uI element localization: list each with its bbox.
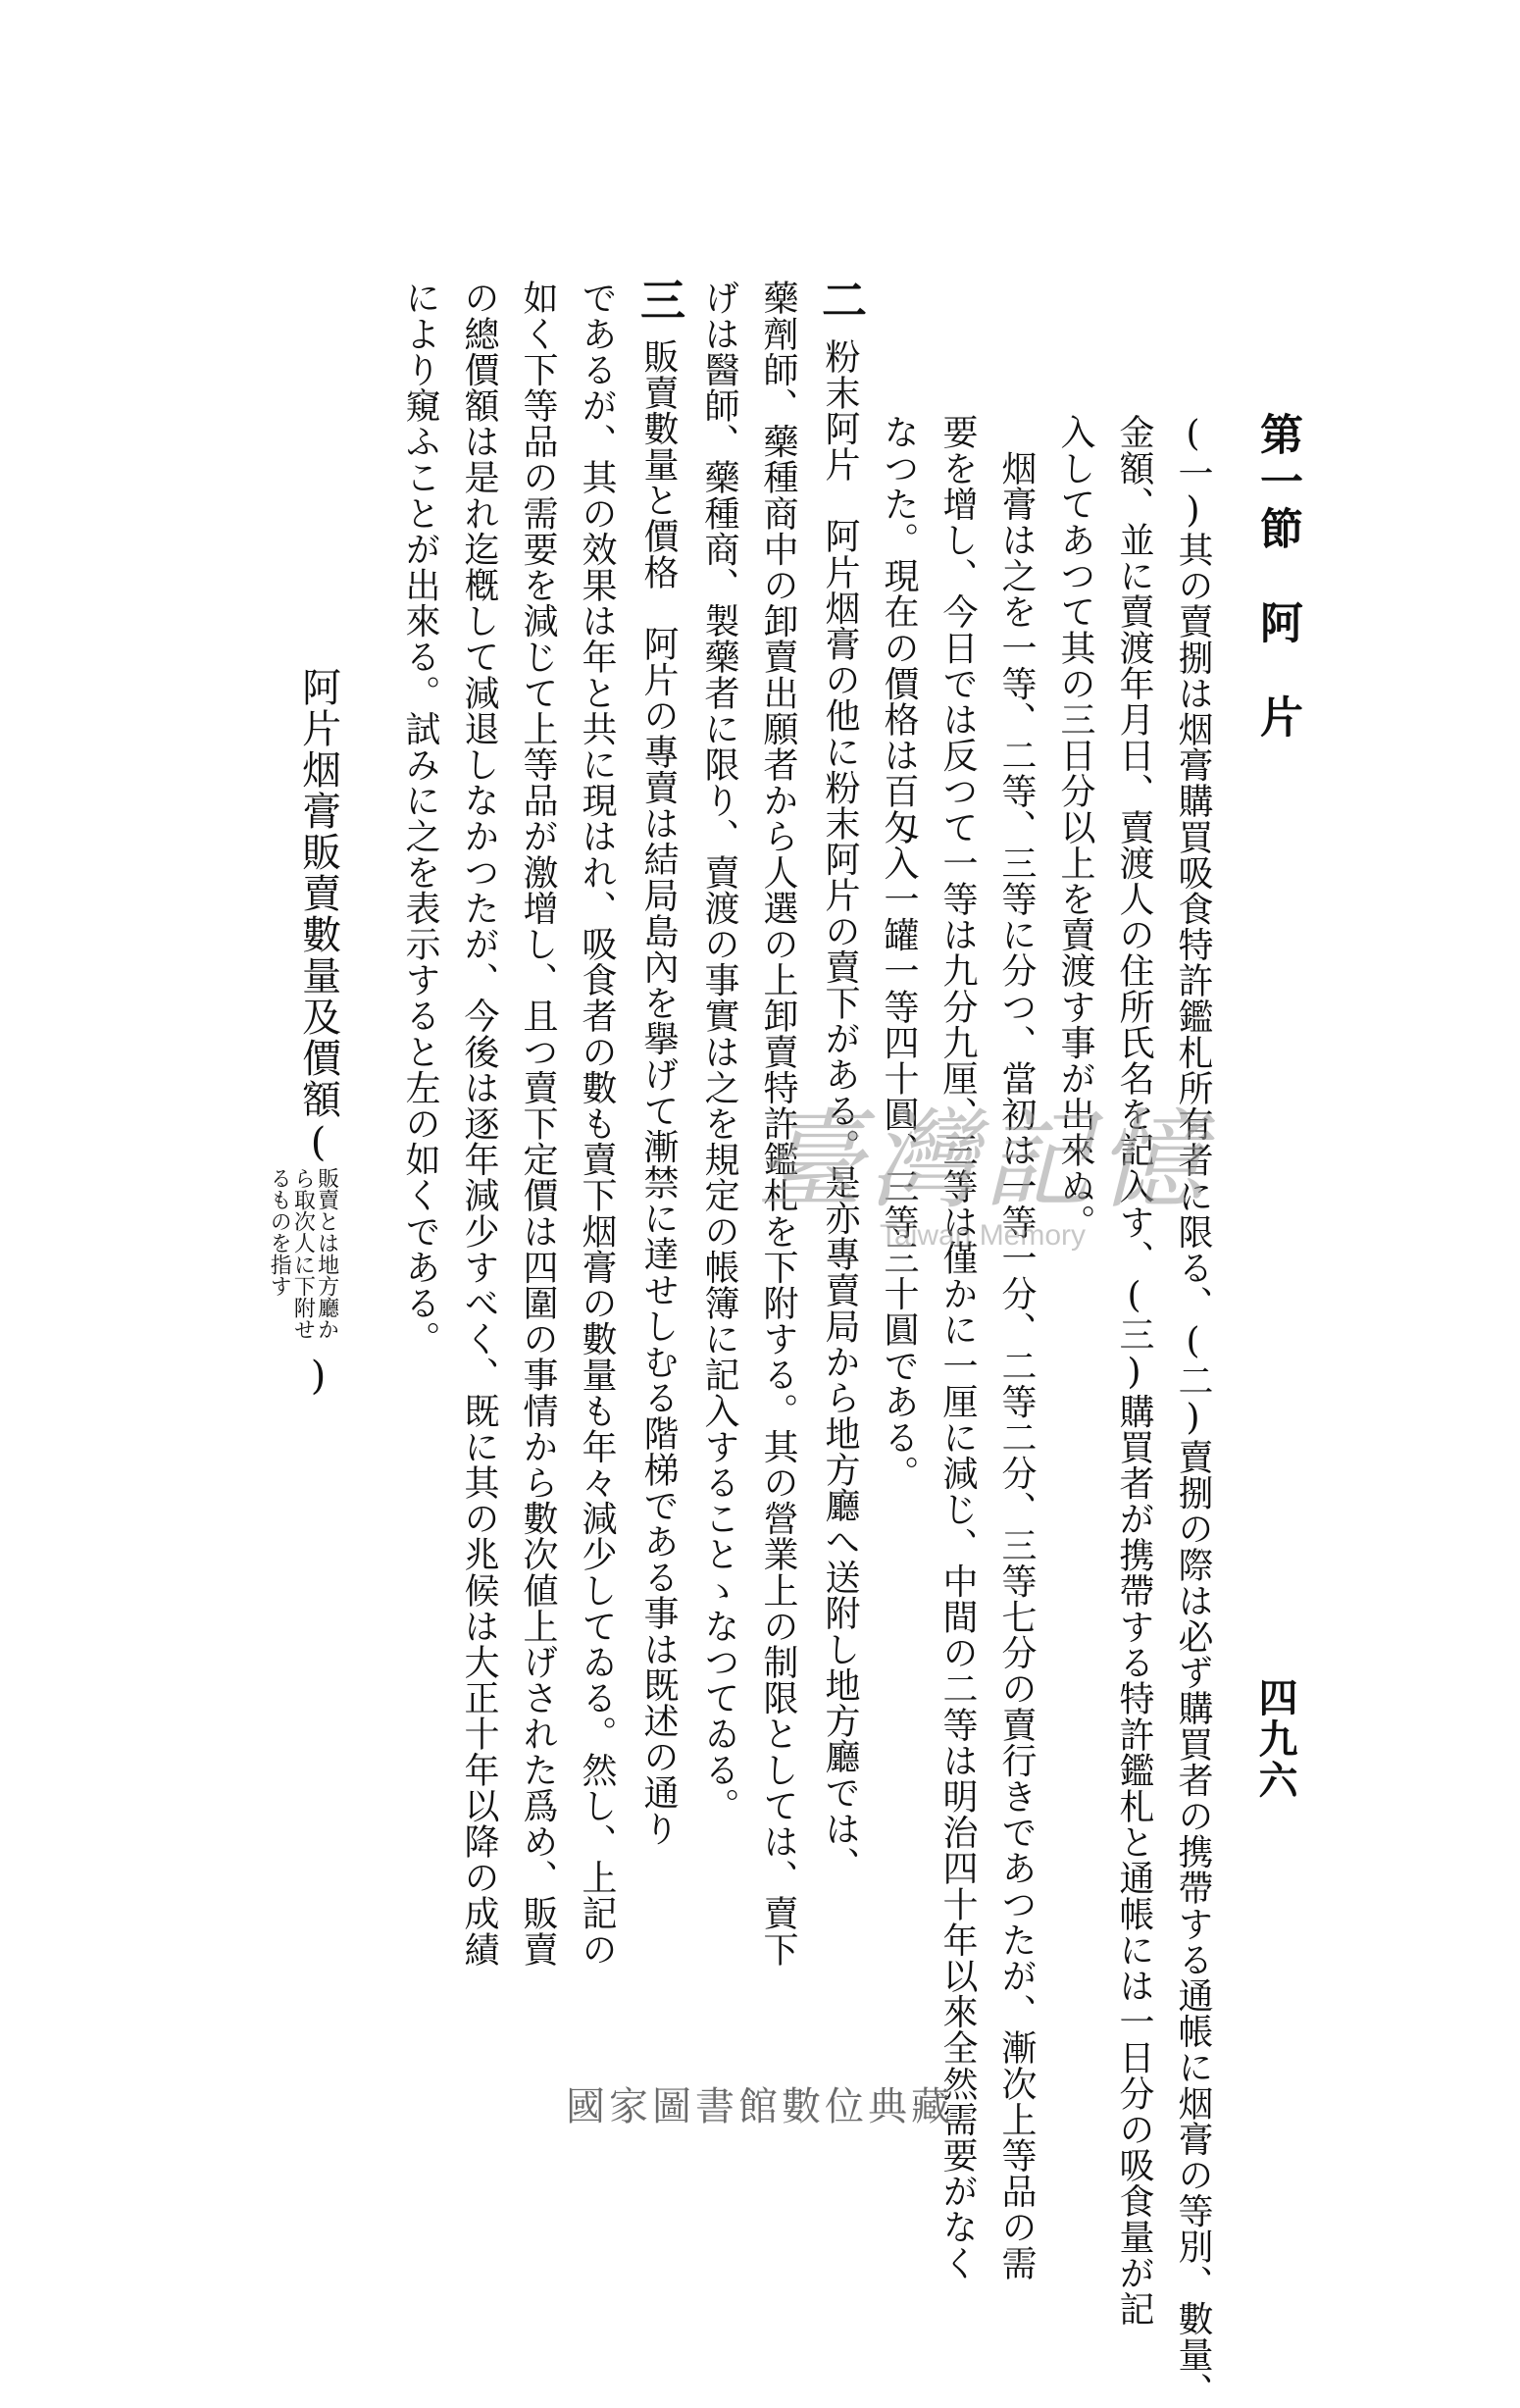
table-caption-note: 販賣とは地方廳から取次人に下附せるものを指す [267,1167,339,1340]
section-title: 第一節 阿 片 [1252,412,1302,742]
table-caption [267,667,341,1401]
text-column-4: 烟膏は之を一等、二等、三等に分つ、當初は一等一分、二等二分、三等七分の賣行きであつたが、漸次上等品の需 [996,414,1037,2281]
section-number-three: 三 [633,277,686,326]
section-number-two: 二 [815,277,868,326]
text-column-12: 如く下等品の需要を減じて上等品が激增し、且つ賣下定價は四圍の事情から數次値上げされた爲め、販賣 [518,280,558,1968]
text-column-6: なつた。現在の價格は百匁入一罐一等四十圓、三等三十圓である。 [879,414,919,1491]
text-column-14: により窺ふことが出來る。試みに之を表示すると左の如くである。 [400,280,440,1357]
text-column-13: の總價額は是れ迄槪して減退しなかつたが、今後は逐年減少すべく、既に其の兆候は大正十年以降の成績 [459,280,499,1968]
table-caption-title: 阿片烟膏販賣數量及價額 [295,667,341,1120]
text-column-11: であるが、其の效果は年と共に現はれ、吸食者の數も賣下烟膏の數量も年々減少してゐる。然し、上記の [577,280,617,1968]
text-column-5: 要を增し、今日では反つて一等は九分九厘、三等は僅かに一厘に減じ、中間の二等は明治四十年以來全然需要がなく [937,414,978,2281]
text-column-9: げは醫師、藥種商、製藥者に限り、賣渡の事實は之を規定の帳簿に記入することゝなつてゐる。 [699,280,739,1823]
text-column-10: 販賣數量と價格 阿片の專賣は結局島內を擧げて漸禁に達せしむる階梯である事は既述の通り [638,338,679,1847]
text-column-7: 粉末阿片 阿片烟膏の他に粉末阿片の賣下がある。是亦專賣局から地方廳へ送附し地方廳では、 [820,338,860,1882]
close-paren: ) [295,1354,341,1401]
open-paren: ( [295,1120,341,1167]
library-footer: 國家圖書館數位典藏 [566,2084,954,2129]
watermark [755,1074,1210,1253]
page-number: 四九六 [1252,1677,1298,1801]
watermark-subtext: Taiwan Memory [879,1219,1087,1252]
text-column-3: 入してあつて其の三日分以上を賣渡す事が出來ぬ。 [1055,414,1095,1240]
watermark-logo-text: 臺灣記憶 [755,1098,1210,1223]
text-column-8: 藥劑師、藥種商中の卸賣出願者から人選の上卸賣特許鑑札を下附する。其の營業上の制限としては、賣下 [758,280,798,1968]
text-column-2: 金額、並に賣渡年月日、賣渡人の住所氏名を記入す、(三)購買者が携帶する特許鑑札と通帳には一日分の吸食量が記 [1114,414,1154,2327]
text-column-1: (一)其の賣捌は烟膏購買吸食特許鑑札所有者に限る、(二)賣捌の際は必ず購買者の携帶する通帳に烟膏の等別、數量、 [1173,414,1213,2408]
